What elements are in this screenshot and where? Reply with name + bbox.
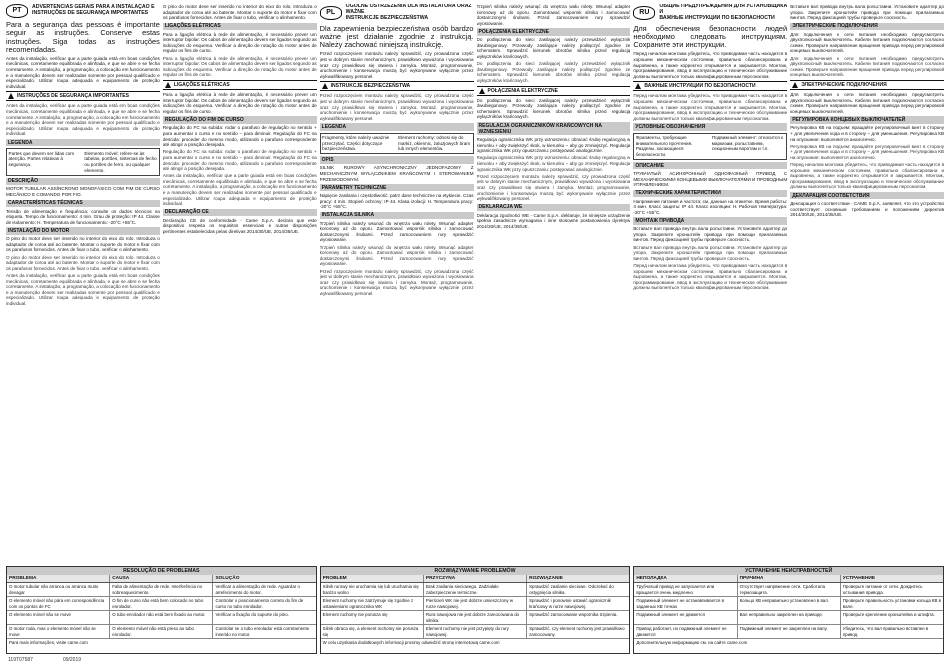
tech-text: Напряжение питания и частота: см. данные на этикетке. Время работы: 4 мин. Класс защиты: IP 44. Класс изоляции: H. Рабочая температура: -20°C +55°C. bbox=[633, 198, 788, 215]
regulation-text: Регулировка КВ на подъем: вращайте регулировочный винт в сторону + для увеличения хода и в сторону − для уменьшения. Регулировка КВ на опускание: выполняется аналогично. bbox=[790, 143, 945, 160]
column-header: PRZYCZYNA bbox=[423, 575, 526, 582]
cell: O motor roda, mas o elemento móvel não se move bbox=[9, 626, 96, 637]
cell: Sprawdzić zasilanie sieciowe. Odczekać do ostygnięcia silnika. bbox=[526, 583, 629, 596]
cell: O motor tubular não arranca ou arranca muito devagar bbox=[9, 584, 99, 595]
column-right bbox=[163, 4, 317, 564]
section-heading: PARAMETRY TECHNICZNE bbox=[320, 184, 474, 191]
table-title: ROZWIĄZYWANIE PROBLEMÓW bbox=[321, 567, 630, 575]
cell: Falta de alimentação de rede. Interferência no sobreaquecimento. bbox=[109, 583, 212, 596]
header-title bbox=[32, 5, 155, 17]
regulation-text: Regulação do FC na subida: rodar o parafuso de regulação no sentido + para aumentar o curso e no sentido − para diminuir. Regulação do FC na descida: proceder do mesmo modo, utilizando o parafuso correspondente até atingir a posição desejada. bbox=[162, 125, 317, 148]
table-row bbox=[634, 583, 943, 597]
warning-title: INSTRUKCJE BEZPIECZEŃSTWA bbox=[330, 83, 411, 90]
table-row bbox=[634, 597, 943, 611]
regulation-text: Регулировка КВ на подъем: вращайте регулировочный винт в сторону + для увеличения хода и в сторону − для уменьшения. Регулировка КВ на опускание: выполняется аналогично. bbox=[790, 125, 945, 142]
troubleshooting-table-pl bbox=[320, 566, 631, 654]
column-header: НЕПОЛАДКА bbox=[636, 575, 667, 581]
language-block-pt bbox=[6, 4, 317, 564]
tech-text: Tensão de alimentação e frequência: consulte os dados técnicos na etiqueta. Tempo de funcionamento: 4 min. Grau de proteção: IP 44. Classe de isolamento: H. Temperatura de funcionamento: -20°C +55°C. bbox=[6, 208, 160, 225]
cell: Pierścień WK nie jest dobrze umieszczony w rurze nawojowej. bbox=[423, 597, 526, 610]
wiring-text: Para a ligação elétrica à rede de alimentação, é necessário prever um interruptor bipolar. Os cabos de alimentação devem ser ligados segundo as indicações do esquema. Verificar a direção de rotação do motor antes de regular os fins de curso. bbox=[162, 92, 317, 114]
wiring-text: Do podłączenia do sieci zasilającej należy przewidzieć wyłącznik dwubiegunowy. Przewody zasilające należy podłączyć zgodnie ze schematem. Sprawdzić kierunek obrotów silnika przed regulacją wyłączników krańcowych. bbox=[476, 37, 631, 60]
install-text: O pino do motor deve ser inserido no interior do eixo do rolo. Introduza o adaptador de coroa até ao batente. Montar o suporte do motor e fixar com os parafusos fornecidos. Antes de fixar o tubo, verificar o alinhamento. bbox=[6, 236, 160, 253]
table-row bbox=[7, 611, 316, 625]
table-footer: W celu uzyskania dodatkowych informacji prosimy odwiedzić stronę internetową came.com bbox=[322, 640, 500, 646]
section-heading: DECLARAÇÃO CE bbox=[163, 209, 317, 216]
table-title: RESOLUÇÃO DE PROBLEMAS bbox=[7, 567, 316, 575]
table-row bbox=[321, 611, 630, 625]
legend-item: Element ruchomy: odnosi się do markiz, okiennic, żaluzjowych bram lub innych elementów. bbox=[398, 135, 471, 152]
title-line-1: ADVERTÊNCIAS GERAIS PARA A INSTALAÇÃO E bbox=[32, 4, 155, 11]
warning-icon bbox=[8, 93, 14, 99]
general-text: Перед началом монтажа убедитесь, что приводимая часть находится в хорошем механическом состоянии, правильно сбалансирована и выровнена, а также корректно открывается и закрывается. Монтаж, программирование, ввод в эксплуатацию и техническое обслуживание должны выполняться только квалифицированным персоналом. bbox=[633, 93, 788, 121]
table-row bbox=[634, 611, 943, 625]
cell: Проверьте правильность установки кольца КВ в вале. bbox=[840, 597, 943, 610]
legend-item: Fragmenty, które należy uważnie przeczytać. Części dotyczące bezpieczeństwa. bbox=[322, 135, 390, 152]
cell: O elemento móvel não se move bbox=[9, 612, 71, 618]
table-row bbox=[321, 597, 630, 611]
section-heading: LIGAÇÕES ELÉTRICAS bbox=[163, 23, 317, 30]
legend-item: Elemento móvel: refere-se às tabelas, portões, sistemas de fecho ou portões de ferro, ou qualquer elemento. bbox=[84, 150, 157, 173]
warning-icon bbox=[635, 83, 641, 89]
cell: Подвижный элемент не движется bbox=[636, 612, 705, 618]
legend-item: Подвижный элемент: относится к маркизам, рольставням, секционным воротам и т.п. bbox=[711, 135, 783, 152]
warning-title: ЭЛЕКТРИЧЕСКИЕ ПОДКЛЮЧЕНИЯ bbox=[801, 82, 887, 88]
install-text: Вставьте вал привода внутрь вала рольставни. Установите адаптер до упора. Закрепите кронштейн привода при помощи прилагаемых винтов. Перед фиксацией трубы проверьте соосность. bbox=[633, 226, 788, 243]
legend-item: Фрагменты, требующие внимательного прочтения. Разделы, касающиеся безопасности. bbox=[635, 135, 693, 157]
general-text: Перед началом монтажа убедитесь, что приводимая часть находится в хорошем механическом состоянии, правильно сбалансирована и выровнена, а также корректно открывается и закрывается. Монтаж, программирование, ввод в эксплуатацию и техническое обслуживание должны выполняться только квалифицированным персоналом. bbox=[633, 51, 788, 79]
column-left bbox=[320, 4, 474, 564]
header-title bbox=[659, 4, 787, 22]
language-header bbox=[6, 4, 160, 18]
general-text: Antes da instalação, verificar que a parte guiada está em boas condições mecânicas, corretamente equilibrada e alinhada, e que se abre e se fecha corretamente. A instalação, a programação, a colocação em funcionamento e a manutenção devem ser realizadas somente por pessoal qualificado e especializado. Utilizar roupa adequada e equipamento de proteção individual. bbox=[6, 55, 160, 89]
section-heading: POŁĄCZENIA ELEKTRYCZNE bbox=[477, 28, 631, 35]
cell: Element ruchomy nie zatrzymuje się zgodnie z ustawieniami ogranicznika WK bbox=[322, 598, 414, 609]
wiring-text: Для подключения к сети питания необходимо предусмотреть двухполюсный выключатель. Кабели питания подключаются согласно схеме. Проверьте направление вращения привода перед регулировкой концевых выключателей. bbox=[790, 92, 945, 114]
cell: Silnik rurowy nie uruchamia się lub uruchamia się bardzo wolno bbox=[322, 584, 419, 595]
section-heading: REGULACJA OGRANICZNIKÓW KRAŃCOWYCH NA WZNIESIENIU bbox=[477, 122, 631, 135]
legend-box bbox=[633, 133, 787, 160]
section-heading: ЭЛЕКТРИЧЕСКИЕ ПОДКЛЮЧЕНИЯ bbox=[790, 23, 944, 30]
cell: Sprawdzić zamocowanie wspornika trzpienia. bbox=[526, 611, 629, 624]
column-header: PROBLEM bbox=[322, 575, 347, 581]
warning-title: ВАЖНЫЕ ИНСТРУКЦИИ ПО БЕЗОПАСНОСТИ bbox=[644, 83, 756, 90]
cell: Проверьте крепление кронштейна и штифта. bbox=[840, 611, 943, 624]
cell: Подвижный элемент не останавливается в заданных КВ точках bbox=[636, 598, 724, 609]
section-heading: OPIS bbox=[320, 156, 474, 163]
title-line-2: INSTRUKCJE BEZPIECZEŃSTWA bbox=[345, 14, 429, 21]
cell: O fim de curso não está bem colocado no tubo enrolador. bbox=[109, 597, 212, 610]
table-title: УСТРАНЕНИЕ НЕИСПРАВНОСТЕЙ bbox=[634, 567, 943, 575]
regulation-text: Regulacja ogranicznika WK przy wznoszeniu: obracać śrubę regulacyjną w kierunku + aby zwiększyć skok, w kierunku − aby go zmniejszyć. Regulacja ogranicznika WK przy opuszczaniu: postępować analogicznie. bbox=[476, 155, 631, 172]
column-header: УСТРАНЕНИЕ bbox=[840, 575, 943, 582]
general-text: Перед началом монтажа убедитесь, что приводимая часть находится в хорошем механическом состоянии, правильно сбалансирована и выровнена, а также корректно открывается и закрывается. Монтаж, программирование, ввод в эксплуатацию и техническое обслуживание должны выполняться только квалифицированным персоналом. bbox=[633, 262, 788, 291]
document-date: 09/2019 bbox=[62, 657, 82, 663]
cell: Verificar a alimentação de rede. Aguardar o arrefecimento do motor. bbox=[212, 583, 315, 596]
warning-icon bbox=[792, 82, 798, 88]
description-text: MOTOR TUBULAR ASSÍNCRONO MONOFÁSICO COM FIM DE CURSO MECÂNICO E COMANDO POR FIO. bbox=[6, 186, 160, 198]
table-header bbox=[321, 575, 630, 583]
title-line-1: ОБЩИЕ ПРЕДУПРЕЖДЕНИЯ ДЛЯ УСТАНОВЩИКА И bbox=[659, 4, 788, 15]
wiring-text: Do podłączenia do sieci zasilającej należy przewidzieć wyłącznik dwubiegunowy. Przewody zasilające należy podłączyć zgodnie ze schematem. Sprawdzić kierunek obrotów silnika przed regulacją wyłączników krańcowych. bbox=[476, 97, 631, 120]
section-heading: ДЕКЛАРАЦИЯ СООТВЕТСТВИЯ bbox=[790, 192, 944, 199]
general-text: Przed rozpoczęciem montażu należy sprawdzić, czy prowadzona część jest w dobrym stanie mechanicznym, prawidłowo wyważona i wyosiowana oraz czy prawidłowo się otwiera i zamyka. Montaż, programowanie, uruchomienie i konserwacja muszą być wykonywane wyłącznie przez wykwalifikowany personel. bbox=[319, 93, 474, 121]
cell: Отсутствует напряжение сети. Сработала термозащита. bbox=[737, 583, 840, 596]
troubleshooting-section bbox=[6, 566, 944, 654]
column-right bbox=[477, 4, 631, 564]
wiring-text: Для подключения к сети питания необходимо предусмотреть двухполюсный выключатель. Кабели питания подключаются согласно схеме. Проверьте направление вращения привода перед регулировкой концевых выключателей. bbox=[790, 55, 945, 78]
table-row bbox=[7, 583, 316, 597]
title-line-1: OGÓLNE OSTRZEŻENIA DLA INSTALATORA ORAZ WAŻNE bbox=[345, 4, 472, 15]
declaration-text: Deklaracja zgodności WE - Came S.p.A. deklaruje, że niniejsze urządzenie spełnia zasadnicze wymagania i inne stosowne postanowienia dyrektyw 2014/30/UE, 2014/35/UE. bbox=[476, 212, 631, 229]
intro-text: Dla zapewnienia bezpieczeństwa osób bardzo ważne jest działanie zgodnie z instrukcją. Należy zachować niniejszą instrukcję. bbox=[319, 23, 474, 50]
cell: O tubo enrolador não está bem fixado ao motor. bbox=[109, 611, 212, 624]
cell: Трубчатый привод не запускается или вращается очень медленно bbox=[636, 584, 715, 595]
table-row bbox=[7, 625, 316, 639]
warning-title: POŁĄCZENIA ELEKTRYCZNE bbox=[487, 87, 558, 94]
header-title bbox=[346, 4, 474, 22]
language-block-ru bbox=[633, 4, 944, 564]
general-text: Przed rozpoczęciem montażu należy sprawdzić, czy prowadzona część jest w dobrym stanie mechanicznym, prawidłowo wyważona i wyosiowana oraz czy prawidłowo się otwiera i zamyka. Montaż, programowanie, uruchomienie i konserwacja muszą być wykonywane wyłącznie przez wykwalifikowany personel. bbox=[319, 51, 474, 79]
section-heading: REGULAÇÃO DO FIM DE CURSO bbox=[163, 116, 317, 123]
section-heading: DESCRIÇÃO bbox=[6, 178, 160, 185]
install-text: Вставьте вал привода внутрь вала рольставни. Установите адаптер до упора. Закрепите кронштейн привода при помощи прилагаемых винтов. Перед фиксацией трубы проверьте соосность. bbox=[790, 4, 945, 21]
warning-icon bbox=[322, 83, 328, 89]
language-badge: PT bbox=[6, 4, 28, 18]
cell: Controlar o posicionamento correto do fim de curso no tubo enrolador. bbox=[212, 597, 315, 610]
description-text: ТРУБЧАТЫЙ АСИНХРОННЫЙ ОДНОФАЗНЫЙ ПРИВОД С МЕХАНИЧЕСКИМИ КОНЦЕВЫМИ ВЫКЛЮЧАТЕЛЯМИ И ПРОВОДНЫМ УПРАВЛЕНИЕМ. bbox=[633, 170, 788, 188]
troubleshooting-table-pt bbox=[6, 566, 317, 654]
section-heading: ТЕХНИЧЕСКИЕ ХАРАКТЕРИСТИКИ bbox=[633, 190, 787, 197]
cell: Element ruchomy nie jest przypięty do rury nawojowej. bbox=[423, 625, 526, 638]
wiring-text: Do podłączenia do sieci zasilającej należy przewidzieć wyłącznik dwubiegunowy. Przewody zasilające należy podłączyć zgodnie ze schematem. Sprawdzić kierunek obrotów silnika przed regulacją wyłączników krańcowych. bbox=[476, 61, 631, 83]
language-header bbox=[320, 4, 474, 22]
intro-text: Para a segurança das pessoas é importante seguir as instruções. Conserve estas instruções. Siga todas as instruções recomendadas. bbox=[6, 20, 160, 54]
general-text: Antes da instalação, verificar que a parte guiada está em boas condições mecânicas, corretamente equilibrada e alinhada, e que se abre e se fecha corretamente. A instalação, a programação, a colocação em funcionamento e a manutenção devem ser realizadas somente por pessoal qualificado e especializado. Utilizar roupa adequada e equipamento de proteção individual. bbox=[6, 103, 160, 137]
cell: Rura nawojowa nie jest dobrze zamocowana do silnika. bbox=[423, 611, 526, 624]
warning-bar bbox=[6, 91, 160, 101]
regulation-text: Regulação do FC na subida: rodar o parafuso de regulação no sentido + para aumentar o curso e no sentido − para diminuir. Regulação do FC na descida: proceder do mesmo modo, utilizando o parafuso correspondente até atingir a posição desejada. bbox=[162, 149, 317, 172]
install-text: Trzpień silnika należy wsunąć do wnętrza wału rolety. Wsunąć adapter koronowy aż do oporu. Zamontować wspornik silnika i zamocować dostarczonymi śrubami. Przed zamocowaniem rury sprawdzić wyosiowanie. bbox=[319, 244, 474, 267]
description-text: SILNIK RUROWY ASYNCHRONICZNY JEDNOFAZOWY Z MECHANICZNYM WYŁĄCZNIKIEM KRAŃCOWYM I STEROWANIEM PRZEWODOWYM. bbox=[319, 165, 474, 182]
cell: O elemento móvel não pára em correspondência com os pontos de FC bbox=[9, 598, 105, 609]
table-row bbox=[7, 597, 316, 611]
tech-text: Napięcie zasilania i częstotliwość: patrz dane techniczne na etykiecie. Czas pracy: 4 min. Stopień ochrony: IP 44. Klasa izolacji: H. Temperatura pracy: -20°C +55°C. bbox=[319, 192, 474, 210]
install-text: Trzpień silnika należy wsunąć do wnętrza wału rolety. Wsunąć adapter koronowy aż do oporu. Zamontować wspornik silnika i zamocować dostarczonymi śrubami. Przed zamocowaniem rury sprawdzić wyosiowanie. bbox=[476, 4, 631, 26]
section-heading: РЕГУЛИРОВКА КОНЦЕВЫХ ВЫКЛЮЧАТЕЛЕЙ bbox=[790, 116, 944, 123]
document-code: 119T07587 bbox=[8, 657, 33, 663]
warning-bar bbox=[320, 81, 474, 91]
table-header bbox=[7, 575, 316, 583]
general-text: Przed rozpoczęciem montażu należy sprawdzić, czy prowadzona część jest w dobrym stanie mechanicznym, prawidłowo wyważona i wyosiowana oraz czy prawidłowo się otwiera i zamyka. Montaż, programowanie, uruchomienie i konserwacja muszą być wykonywane wyłącznie przez wykwalifikowany personel. bbox=[319, 268, 474, 296]
declaration-text: Декларация о соответствии - CAME S.p.A. заявляет, что это устройство соответствует основным требованиям и положениям директив 2014/30/UE, 2014/35/UE. bbox=[790, 200, 945, 218]
cell: Brak zasilania sieciowego. Zadziałało zabezpieczenie termiczne. bbox=[423, 583, 526, 596]
column-left bbox=[6, 4, 160, 564]
section-heading: LEGENDA bbox=[320, 123, 474, 130]
install-text: Trzpień silnika należy wsunąć do wnętrza wału rolety. Wsunąć adapter koronowy aż do oporu. Zamontować wspornik silnika i zamocować dostarczonymi śrubami. Przed zamocowaniem rury sprawdzić wyosiowanie. bbox=[319, 220, 474, 243]
table-footer: Para mais informações, visite came.com bbox=[9, 640, 88, 646]
page-footer bbox=[8, 657, 81, 663]
legend-box bbox=[320, 133, 474, 155]
cell: Sprawdzić i ponownie ustawić ogranicznik krańcowy w rurze nawojowej. bbox=[526, 597, 629, 610]
language-columns bbox=[6, 4, 944, 564]
language-block-pl bbox=[320, 4, 631, 564]
legend-box bbox=[6, 148, 160, 175]
column-right bbox=[790, 4, 944, 564]
cell: O elemento móvel não está preso ao tubo enrolador. bbox=[109, 625, 212, 638]
table-row bbox=[321, 625, 630, 639]
install-text: O pino do motor deve ser inserido no interior do eixo do rolo. Introduza o adaptador de coroa até ao batente. Montar o suporte do motor e fixar com os parafusos fornecidos. Antes de fixar o tubo, verificar o alinhamento. bbox=[162, 4, 317, 21]
cell: Controlar se o tubo enrolador está corretamente inserido no motor. bbox=[212, 625, 315, 638]
wiring-text: Para a ligação elétrica à rede de alimentação, é necessário prever um interruptor bipolar. Os cabos de alimentação devem ser ligados segundo as indicações do esquema. Verificar a direção de rotação do motor antes de regular os fins de curso. bbox=[162, 55, 317, 78]
warning-bar bbox=[477, 86, 631, 96]
column-header: ПРИЧИНА bbox=[737, 575, 840, 582]
table-footer: Дополнительную информацию см. на сайте came.com bbox=[636, 640, 748, 646]
section-heading: LEGENDA bbox=[6, 139, 160, 146]
cell: Проверьте питание от сети. Дождитесь остывания привода. bbox=[840, 583, 943, 596]
cell: Убедитесь, что вал правильно вставлен в привод. bbox=[840, 625, 943, 638]
section-heading: CARACTERÍSTICAS TÉCNICAS bbox=[6, 200, 160, 207]
warning-bar bbox=[790, 80, 944, 90]
cell: Element ruchomy nie porusza się bbox=[322, 612, 388, 618]
table-row bbox=[634, 625, 943, 639]
warning-icon bbox=[479, 88, 485, 94]
warning-bar bbox=[163, 80, 317, 90]
section-heading: ОПИСАНИЕ bbox=[633, 162, 787, 169]
general-text: Antes da instalação, verificar que a parte guiada está em boas condições mecânicas, corretamente equilibrada e alinhada, e que se abre e se fecha corretamente. A instalação, a programação, a colocação em funcionamento e a manutenção devem ser realizadas somente por pessoal qualificado e especializado. Utilizar roupa adequada e equipamento de proteção individual. bbox=[6, 272, 160, 306]
install-text: Вставьте вал привода внутрь вала рольставни. Установите адаптер до упора. Закрепите кронштейн привода при помощи прилагаемых винтов. Перед фиксацией трубы проверьте соосность. bbox=[633, 244, 788, 261]
regulation-text: Regulacja ogranicznika WK przy wznoszeniu: obracać śrubę regulacyjną w kierunku + aby zwiększyć skok, w kierunku − aby go zmniejszyć. Regulacja ogranicznika WK przy opuszczaniu: postępować analogicznie. bbox=[476, 137, 631, 154]
language-badge: PL bbox=[320, 6, 342, 20]
title-line-2: ВАЖНЫЕ ИНСТРУКЦИИ ПО БЕЗОПАСНОСТИ bbox=[659, 14, 775, 21]
intro-text: Для обеспечения безопасности людей необходимо следовать инструкциям. Сохраните эти инструкции. bbox=[633, 23, 788, 50]
title-line-2: INSTRUÇÕES DE SEGURANÇA IMPORTANTES bbox=[32, 10, 149, 16]
wiring-text: Para a ligação elétrica à rede de alimentação, é necessário prever um interruptor bipolar. Os cabos de alimentação devem ser ligados segundo as indicações do esquema. Verificar a direção de rotação do motor antes de regular os fins de curso. bbox=[162, 31, 317, 54]
wiring-text: Для подключения к сети питания необходимо предусмотреть двухполюсный выключатель. Кабели питания подключаются согласно схеме. Проверьте направление вращения привода перед регулировкой концевых выключателей. bbox=[790, 31, 945, 54]
warning-title: INSTRUÇÕES DE SEGURANÇA IMPORTANTES bbox=[17, 93, 129, 100]
column-header: PROBLEMA bbox=[9, 575, 37, 581]
cell: Кольцо КВ неправильно установлено в вал. bbox=[737, 597, 840, 610]
warning-icon bbox=[165, 82, 171, 88]
cell: Вал неправильно закреплен на приводе. bbox=[737, 611, 840, 624]
install-text: O pino do motor deve ser inserido no interior do eixo do rolo. Introduza o adaptador de coroa até ao batente. Montar o suporte do motor e fixar com os parafusos fornecidos. Antes de fixar o tubo, verificar o alinhamento. bbox=[6, 254, 160, 271]
cell: Подвижный элемент не закреплен на валу. bbox=[737, 625, 840, 638]
column-header: ROZWIĄZANIE bbox=[526, 575, 629, 582]
cell: Silnik obraca się, a element ruchomy nie porusza się bbox=[322, 626, 419, 637]
troubleshooting-table-ru bbox=[633, 566, 944, 654]
cell: Sprawdzić, czy element ruchomy jest prawidłowo zamocowany. bbox=[526, 625, 629, 638]
section-heading: INSTALAÇÃO DO MOTOR bbox=[6, 227, 160, 234]
general-text: Przed rozpoczęciem montażu należy sprawdzić, czy prowadzona część jest w dobrym stanie mechanicznym, prawidłowo wyważona i wyosiowana oraz czy prawidłowo się otwiera i zamyka. Montaż, programowanie, uruchomienie i konserwacja muszą być wykonywane wyłącznie przez wykwalifikowany personel. bbox=[476, 173, 631, 202]
section-heading: INSTALACJA SILNIKA bbox=[320, 212, 474, 219]
section-heading: DEKLARACJA WE bbox=[477, 204, 631, 211]
warning-title: LIGAÇÕES ELÉTRICAS bbox=[173, 82, 230, 88]
table-header bbox=[634, 575, 943, 583]
language-header bbox=[633, 4, 787, 22]
section-heading: УСЛОВНЫЕ ОБОЗНАЧЕНИЯ bbox=[633, 123, 787, 130]
language-badge: RU bbox=[633, 6, 655, 20]
general-text: Antes da instalação, verificar que a parte guiada está em boas condições mecânicas, corretamente equilibrada e alinhada, e que se abre e se fecha corretamente. A instalação, a programação, a colocação em funcionamento e a manutenção devem ser realizadas somente por pessoal qualificado e especializado. Utilizar roupa adequada e equipamento de proteção individual. bbox=[162, 173, 317, 207]
section-heading: МОНТАЖ ПРИВОДА bbox=[633, 217, 787, 224]
column-header: CAUSA bbox=[109, 575, 212, 582]
cell: Привод работает, но подвижный элемент не движется bbox=[636, 626, 727, 637]
column-left bbox=[633, 4, 787, 564]
column-header: SOLUÇÃO bbox=[212, 575, 315, 582]
legend-item: Partes que devem ser lidas com atenção. Partes relativas à segurança. bbox=[8, 150, 75, 167]
declaration-text: Declaração CE de conformidade - Came S.p.A. declara que este dispositivo respeita os requisitos essenciais e outras disposições pertinentes estabelecidas pelas diretivas 2014/30/UE, 2014/35/UE. bbox=[162, 217, 317, 234]
cell: Verificar a fixação do suporte do pino. bbox=[212, 611, 315, 624]
table-row bbox=[321, 583, 630, 597]
warning-bar bbox=[633, 81, 787, 91]
general-text: Перед началом монтажа убедитесь, что приводимая часть находится в хорошем механическом состоянии, правильно сбалансирована и выровнена, а также корректно открывается и закрывается. Монтаж, программирование, ввод в эксплуатацию и техническое обслуживание должны выполняться только квалифицированным персоналом. bbox=[790, 162, 945, 190]
